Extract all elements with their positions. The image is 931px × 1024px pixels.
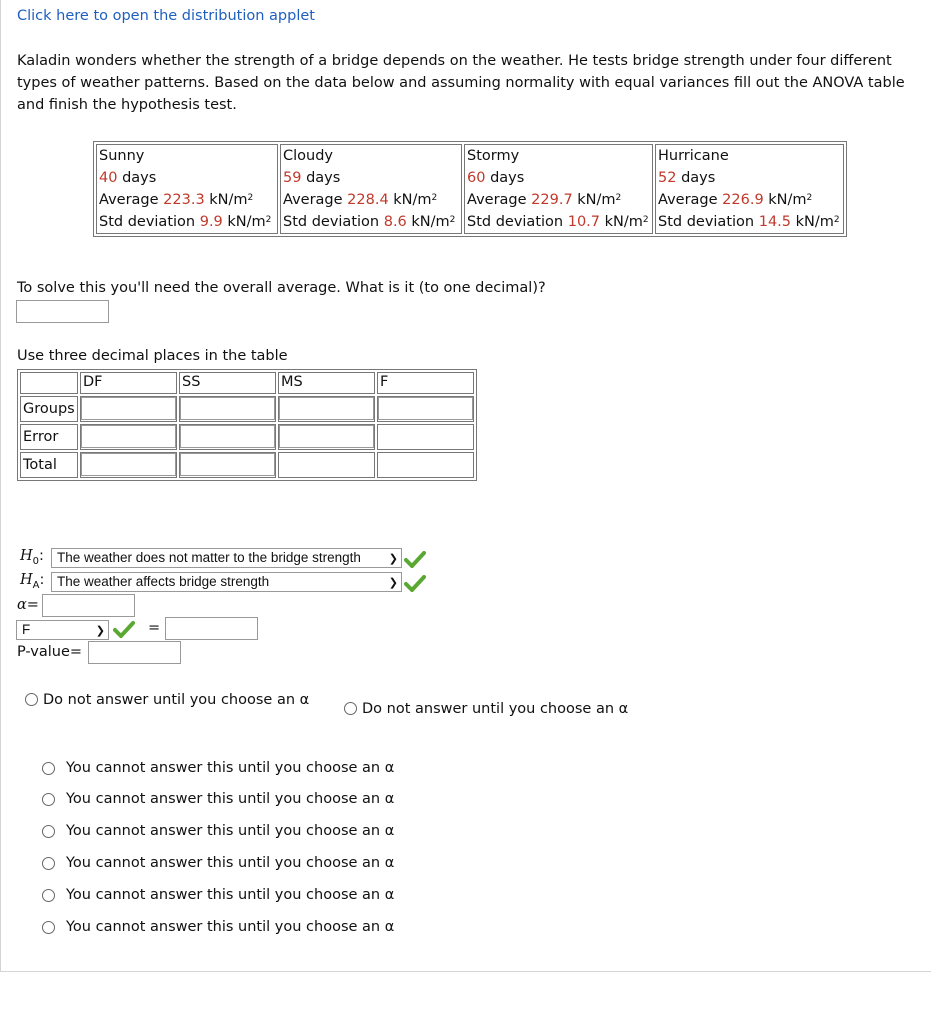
ha-selected-value: The weather affects bridge strength bbox=[57, 574, 270, 589]
test-statistic-select[interactable] bbox=[16, 620, 109, 640]
check-icon bbox=[404, 574, 426, 592]
decision-radio[interactable] bbox=[344, 702, 357, 715]
conclusion-option-label: You cannot answer this until you choose an α bbox=[66, 791, 395, 807]
test-statistic-input[interactable] bbox=[165, 617, 258, 640]
conclusion-option-label: You cannot answer this until you choose an α bbox=[66, 887, 395, 903]
distribution-applet-link[interactable]: Click here to open the distribution applet bbox=[17, 8, 315, 24]
anova-cell-empty bbox=[278, 452, 375, 478]
chevron-down-icon: ❯ bbox=[388, 577, 398, 589]
anova-cell bbox=[80, 452, 177, 478]
anova-cell bbox=[377, 396, 474, 422]
total-df-input[interactable] bbox=[81, 453, 176, 476]
groups-df-input[interactable] bbox=[81, 397, 176, 420]
anova-cell bbox=[278, 396, 375, 422]
group-col-stormy bbox=[464, 144, 653, 234]
group-days: 52 days bbox=[658, 170, 716, 186]
alpha-label: α= bbox=[17, 597, 39, 613]
h0-label: $H_0$: bbox=[20, 548, 44, 567]
error-ss-input[interactable] bbox=[180, 425, 275, 448]
table-instructions: Use three decimal places in the table bbox=[17, 348, 288, 364]
anova-cell-empty bbox=[377, 452, 474, 478]
conclusion-option-label: You cannot answer this until you choose an α bbox=[66, 823, 395, 839]
groups-ss-input[interactable] bbox=[180, 397, 275, 420]
anova-corner bbox=[20, 372, 78, 394]
ha-select[interactable] bbox=[51, 572, 402, 592]
group-std: Std deviation 9.9 $kN/m^2$ bbox=[99, 214, 272, 230]
anova-header-ss: SS bbox=[179, 372, 276, 394]
chevron-down-icon: ❯ bbox=[388, 553, 398, 565]
conclusion-radio[interactable] bbox=[42, 857, 55, 870]
chevron-down-icon: ❯ bbox=[95, 625, 105, 637]
group-data-table bbox=[93, 141, 847, 237]
decision-radio[interactable] bbox=[25, 693, 38, 706]
group-average: Average 223.3 $kN/m^2$ bbox=[99, 192, 254, 208]
anova-cell bbox=[179, 424, 276, 450]
group-col-cloudy bbox=[280, 144, 462, 234]
group-days: 59 days bbox=[283, 170, 341, 186]
anova-cell bbox=[179, 396, 276, 422]
anova-cell bbox=[80, 424, 177, 450]
anova-row-label-total: Total bbox=[20, 452, 78, 478]
h0-select[interactable] bbox=[51, 548, 402, 568]
conclusion-option-label: You cannot answer this until you choose an α bbox=[66, 760, 395, 776]
conclusion-radio[interactable] bbox=[42, 889, 55, 902]
anova-header-ms: MS bbox=[278, 372, 375, 394]
error-df-input[interactable] bbox=[81, 425, 176, 448]
group-average: Average 229.7 $kN/m^2$ bbox=[467, 192, 622, 208]
conclusion-option-label: You cannot answer this until you choose an α bbox=[66, 855, 395, 871]
group-col-sunny bbox=[96, 144, 278, 234]
ha-label: $H_A$: bbox=[20, 572, 45, 591]
problem-statement: Kaladin wonders whether the strength of a bridge depends on the weather. He tests bridge strength under four different types of weather patterns. Based on the data below and assuming normality with equal variances fill out the ANOVA table and finish the hypothesis test. bbox=[17, 53, 905, 113]
anova-row-label-error: Error bbox=[20, 424, 78, 450]
error-ms-input[interactable] bbox=[279, 425, 374, 448]
groups-ms-input[interactable] bbox=[279, 397, 374, 420]
anova-row-label-groups: Groups bbox=[20, 396, 78, 422]
pvalue-label: P-value= bbox=[17, 644, 83, 660]
total-ss-input[interactable] bbox=[180, 453, 275, 476]
anova-header-df: DF bbox=[80, 372, 177, 394]
overall-average-input[interactable] bbox=[16, 300, 109, 323]
group-name: Sunny bbox=[99, 148, 145, 164]
anova-table bbox=[17, 369, 477, 481]
anova-cell bbox=[179, 452, 276, 478]
check-icon bbox=[404, 550, 426, 568]
group-average: Average 228.4 $kN/m^2$ bbox=[283, 192, 438, 208]
conclusion-radio[interactable] bbox=[42, 921, 55, 934]
group-col-hurricane bbox=[655, 144, 844, 234]
decision-option-label: Do not answer until you choose an α bbox=[43, 692, 310, 708]
group-name: Cloudy bbox=[283, 148, 333, 164]
group-days: 40 days bbox=[99, 170, 157, 186]
check-icon bbox=[113, 620, 135, 638]
group-std: Std deviation 8.6 $kN/m^2$ bbox=[283, 214, 456, 230]
overall-average-question: To solve this you'll need the overall average. What is it (to one decimal)? bbox=[17, 280, 546, 296]
conclusion-option-label: You cannot answer this until you choose an α bbox=[66, 919, 395, 935]
group-std: Std deviation 10.7 $kN/m^2$ bbox=[467, 214, 649, 230]
alpha-input[interactable] bbox=[42, 594, 135, 617]
group-std: Std deviation 14.5 $kN/m^2$ bbox=[658, 214, 840, 230]
h0-selected-value: The weather does not matter to the bridge strength bbox=[57, 550, 361, 565]
conclusion-radio[interactable] bbox=[42, 762, 55, 775]
anova-cell bbox=[278, 424, 375, 450]
test-statistic-selected: F bbox=[22, 622, 31, 637]
conclusion-radio[interactable] bbox=[42, 825, 55, 838]
group-days: 60 days bbox=[467, 170, 525, 186]
equals-sign: = bbox=[148, 620, 161, 636]
decision-option-label: Do not answer until you choose an α bbox=[362, 701, 629, 717]
anova-cell bbox=[80, 396, 177, 422]
conclusion-radio[interactable] bbox=[42, 793, 55, 806]
anova-cell-empty bbox=[377, 424, 474, 450]
anova-header-f: F bbox=[377, 372, 474, 394]
group-name: Stormy bbox=[467, 148, 520, 164]
group-average: Average 226.9 $kN/m^2$ bbox=[658, 192, 813, 208]
group-name: Hurricane bbox=[658, 148, 729, 164]
groups-f-input[interactable] bbox=[378, 397, 473, 420]
pvalue-input[interactable] bbox=[88, 641, 181, 664]
